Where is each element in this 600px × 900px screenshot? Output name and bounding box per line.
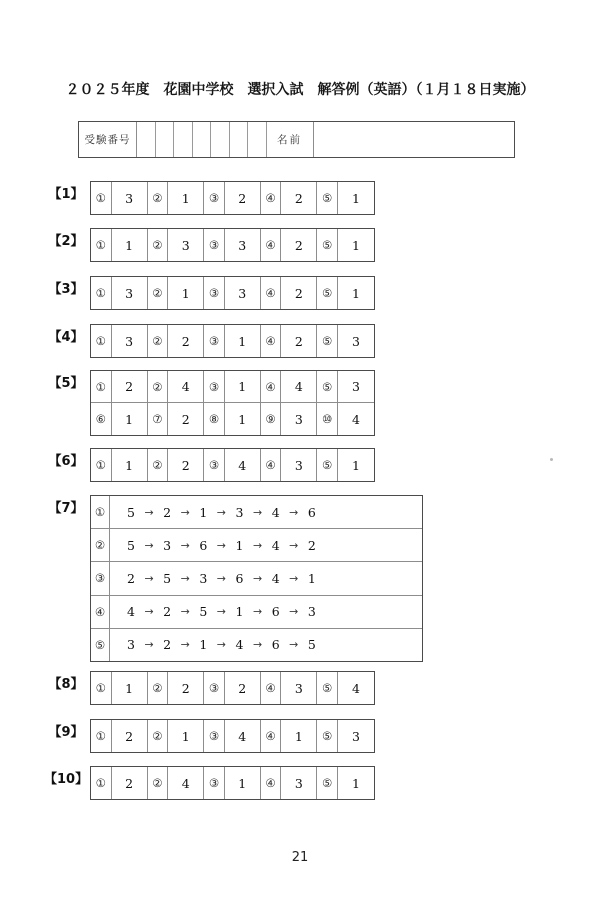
sequence-number: 6 [271, 637, 280, 653]
answer-cell: 3 [112, 325, 148, 357]
arrow-right-icon: → [144, 538, 154, 552]
answer-cell: 2 [168, 449, 204, 481]
sequence-answer-cell [110, 596, 422, 628]
sequence-number: 6 [271, 604, 280, 620]
question-number-cell: ⑤ [317, 371, 338, 403]
question-number-cell: ② [148, 325, 169, 357]
question-number-cell: ④ [91, 596, 110, 628]
section-label: 【3】 [48, 282, 84, 297]
answer-cell: 1 [112, 229, 148, 261]
question-number-cell: ⑥ [91, 403, 112, 435]
sequence-number: 4 [271, 570, 280, 586]
question-number-cell: ④ [261, 182, 282, 214]
answer-cell: 1 [168, 277, 204, 309]
answer-cell: 2 [281, 182, 317, 214]
answer-cell: 3 [281, 672, 317, 704]
answer-cell: 1 [351, 190, 360, 206]
arrow-right-icon: → [180, 605, 190, 619]
sequence-number: 5 [127, 504, 135, 520]
question-number-cell: ④ [261, 229, 282, 261]
answer-table [90, 276, 375, 310]
sequence-row [91, 496, 422, 528]
answer-cell: 1 [351, 457, 360, 473]
answer-cell: 3 [338, 371, 374, 403]
question-number-cell: ② [148, 767, 169, 799]
answer-cell: 4 [351, 411, 360, 427]
answer-cell: 2 [112, 767, 148, 799]
arrow-right-icon: → [144, 571, 154, 585]
sequence-answer-cell [110, 529, 422, 561]
answer-cell: 1 [112, 449, 148, 481]
exam-number-digit-cell [174, 122, 193, 157]
question-number-cell: ⑤ [317, 720, 338, 752]
answer-cell: 2 [225, 672, 261, 704]
answer-cell: 2 [225, 182, 261, 214]
question-number-cell: ⑤ [317, 672, 338, 704]
arrow-right-icon: → [252, 605, 263, 619]
question-number-cell: ① [91, 325, 112, 357]
page-title: ２０２５年度 花園中学校 選択入試 解答例（英語）（１月１８日実施） [65, 82, 535, 98]
section-label: 【7】 [48, 501, 84, 516]
sequence-number: 5 [307, 637, 316, 653]
sequence-number: 5 [163, 570, 172, 586]
arrow-right-icon: → [289, 605, 299, 619]
exam-number-digit-cell [230, 122, 249, 157]
question-number-cell: ① [91, 277, 112, 309]
section-label: 【2】 [48, 234, 84, 249]
answer-cell: 4 [225, 720, 261, 752]
answer-cell: 1 [112, 403, 148, 435]
arrow-right-icon: → [289, 538, 299, 552]
section-label: 【9】 [48, 725, 84, 740]
question-number-cell: ① [91, 496, 110, 528]
answer-cell: 3 [281, 403, 317, 435]
scan-artifact-dot [550, 458, 553, 461]
exam-number-digit-cell [137, 122, 156, 157]
section-label: 【4】 [48, 330, 84, 345]
sequence-number: 1 [307, 570, 316, 586]
sequence-number: 3 [163, 537, 172, 553]
question-number-cell: ③ [204, 182, 225, 214]
sequence-number: 2 [307, 537, 316, 553]
question-number-cell: ③ [204, 325, 225, 357]
question-number-cell: ③ [204, 229, 225, 261]
question-number-cell: ⑦ [148, 403, 169, 435]
answer-cell: 3 [112, 277, 148, 309]
sequence-number: 6 [199, 537, 208, 553]
sequence-answer-cell [110, 629, 422, 661]
arrow-right-icon: → [216, 505, 227, 519]
question-number-cell: ② [91, 529, 110, 561]
question-number-cell: ③ [204, 767, 225, 799]
answer-table [90, 719, 375, 753]
question-number-cell: ③ [204, 449, 225, 481]
answer-cell: 4 [168, 767, 204, 799]
question-number-cell: ③ [204, 672, 225, 704]
section-label: 【5】 [48, 376, 84, 391]
sequence-number: 4 [271, 504, 280, 520]
sequence-number: 4 [127, 604, 135, 620]
answer-table [90, 324, 375, 358]
exam-number-label: 受験番号 [79, 122, 137, 157]
arrow-right-icon: → [216, 605, 227, 619]
page-number: 21 [291, 850, 309, 865]
question-number-cell: ③ [204, 371, 225, 403]
answer-cell: 3 [351, 728, 360, 744]
answer-table [90, 228, 375, 262]
exam-number-digit-cell [193, 122, 212, 157]
question-number-cell: ① [91, 767, 112, 799]
sequence-number: 3 [127, 637, 135, 653]
arrow-right-icon: → [289, 571, 299, 585]
arrow-right-icon: → [144, 605, 154, 619]
answer-cell: 2 [281, 229, 317, 261]
question-number-cell: ③ [204, 277, 225, 309]
answer-table [90, 370, 375, 436]
sequence-number: 1 [199, 504, 208, 520]
sequence-number: 2 [127, 570, 135, 586]
answer-cell: 1 [281, 720, 317, 752]
question-number-cell: ① [91, 720, 112, 752]
answer-cell: 1 [225, 767, 261, 799]
answer-cell: 4 [351, 680, 360, 696]
question-number-cell: ④ [261, 449, 282, 481]
arrow-right-icon: → [252, 571, 263, 585]
answer-table [90, 766, 375, 800]
question-number-cell: ⑤ [317, 767, 338, 799]
arrow-right-icon: → [180, 571, 190, 585]
arrow-right-icon: → [180, 638, 190, 652]
sequence-row [91, 628, 422, 661]
question-number-cell: ⑤ [317, 182, 338, 214]
answer-cell: 3 [225, 229, 261, 261]
question-number-cell: ③ [91, 562, 110, 594]
sequence-number: 6 [235, 570, 244, 586]
answer-cell: 1 [351, 285, 360, 301]
answer-cell: 2 [168, 325, 204, 357]
arrow-right-icon: → [216, 638, 227, 652]
sequence-answer-table [90, 495, 423, 662]
examinee-header-box [78, 121, 515, 158]
answer-cell: 3 [225, 277, 261, 309]
question-number-cell: ⑤ [317, 325, 338, 357]
question-number-cell: ④ [261, 672, 282, 704]
answer-cell: 1 [225, 371, 261, 403]
answer-cell: 1 [168, 720, 204, 752]
answer-cell: 1 [112, 672, 148, 704]
answer-cell: 1 [168, 182, 204, 214]
exam-number-digit-cells [137, 122, 267, 157]
answer-cell: 2 [168, 672, 204, 704]
question-number-cell: ② [148, 720, 169, 752]
sequence-row [91, 561, 422, 594]
answer-cell: 2 [281, 325, 317, 357]
question-number-cell: ⑤ [317, 229, 338, 261]
sequence-number: 4 [235, 637, 244, 653]
sequence-row [91, 528, 422, 561]
sequence-number: 1 [235, 604, 244, 620]
sequence-number: 6 [307, 504, 316, 520]
sequence-number: 1 [199, 637, 208, 653]
answer-cell: 3 [112, 182, 148, 214]
question-number-cell: ① [91, 371, 112, 403]
question-number-cell: ② [148, 672, 169, 704]
section-label: 【8】 [48, 677, 84, 692]
question-number-cell: ④ [261, 720, 282, 752]
question-number-cell: ① [91, 182, 112, 214]
question-number-cell: ⑩ [317, 403, 338, 435]
sequence-number: 5 [127, 537, 135, 553]
sequence-answer-cell [110, 496, 422, 528]
sequence-number: 3 [235, 504, 244, 520]
arrow-right-icon: → [252, 538, 263, 552]
arrow-right-icon: → [144, 638, 154, 652]
sequence-number: 2 [163, 604, 172, 620]
answer-cell: 4 [281, 371, 317, 403]
question-number-cell: ① [91, 229, 112, 261]
arrow-right-icon: → [144, 505, 154, 519]
arrow-right-icon: → [252, 638, 263, 652]
sequence-answer-cell [110, 562, 422, 594]
answer-cell: 4 [225, 449, 261, 481]
answer-cell: 4 [168, 371, 204, 403]
sequence-row [91, 595, 422, 628]
answer-cell: 1 [225, 325, 261, 357]
answer-cell: 1 [351, 775, 360, 791]
answer-table [90, 181, 375, 215]
question-number-cell: ④ [261, 325, 282, 357]
sequence-number: 1 [235, 537, 244, 553]
question-number-cell: ② [148, 182, 169, 214]
question-number-cell: ④ [261, 371, 282, 403]
sequence-number: 2 [163, 504, 172, 520]
section-label: 【1】 [48, 187, 84, 202]
question-number-cell: ④ [261, 277, 282, 309]
question-number-cell: ② [148, 229, 169, 261]
arrow-right-icon: → [180, 505, 190, 519]
sequence-number: 3 [307, 604, 316, 620]
answer-table [90, 671, 375, 705]
question-number-cell: ② [148, 277, 169, 309]
answer-cell: 3 [351, 333, 360, 349]
answer-cell: 2 [112, 720, 148, 752]
sequence-number: 4 [271, 537, 280, 553]
name-label: 名前 [267, 122, 314, 157]
question-number-cell: ④ [261, 767, 282, 799]
name-blank-field [314, 122, 515, 157]
answer-cell: 3 [281, 449, 317, 481]
question-number-cell: ① [91, 449, 112, 481]
question-number-cell: ⑧ [204, 403, 225, 435]
answer-table [90, 448, 375, 482]
question-number-cell: ⑨ [261, 403, 282, 435]
answer-cell: 1 [351, 237, 360, 253]
answer-cell: 2 [281, 277, 317, 309]
arrow-right-icon: → [289, 505, 299, 519]
question-number-cell: ⑤ [317, 449, 338, 481]
question-number-cell: ⑤ [91, 629, 110, 661]
arrow-right-icon: → [216, 538, 227, 552]
answer-cell: 3 [168, 229, 204, 261]
section-label: 【10】 [44, 772, 89, 787]
exam-number-digit-cell [156, 122, 175, 157]
question-number-cell: ③ [204, 720, 225, 752]
section-label: 【6】 [48, 454, 84, 469]
question-number-cell: ⑤ [317, 277, 338, 309]
sequence-number: 3 [199, 570, 208, 586]
answer-cell: 1 [225, 403, 261, 435]
arrow-right-icon: → [252, 505, 263, 519]
arrow-right-icon: → [289, 638, 299, 652]
arrow-right-icon: → [180, 538, 190, 552]
answer-cell: 2 [112, 371, 148, 403]
question-number-cell: ② [148, 371, 169, 403]
arrow-right-icon: → [216, 571, 227, 585]
exam-number-digit-cell [211, 122, 230, 157]
answer-cell: 2 [168, 403, 204, 435]
question-number-cell: ② [148, 449, 169, 481]
answer-cell: 3 [281, 767, 317, 799]
sequence-number: 5 [199, 604, 208, 620]
question-number-cell: ① [91, 672, 112, 704]
sequence-number: 2 [163, 637, 172, 653]
exam-number-digit-cell [248, 122, 267, 157]
